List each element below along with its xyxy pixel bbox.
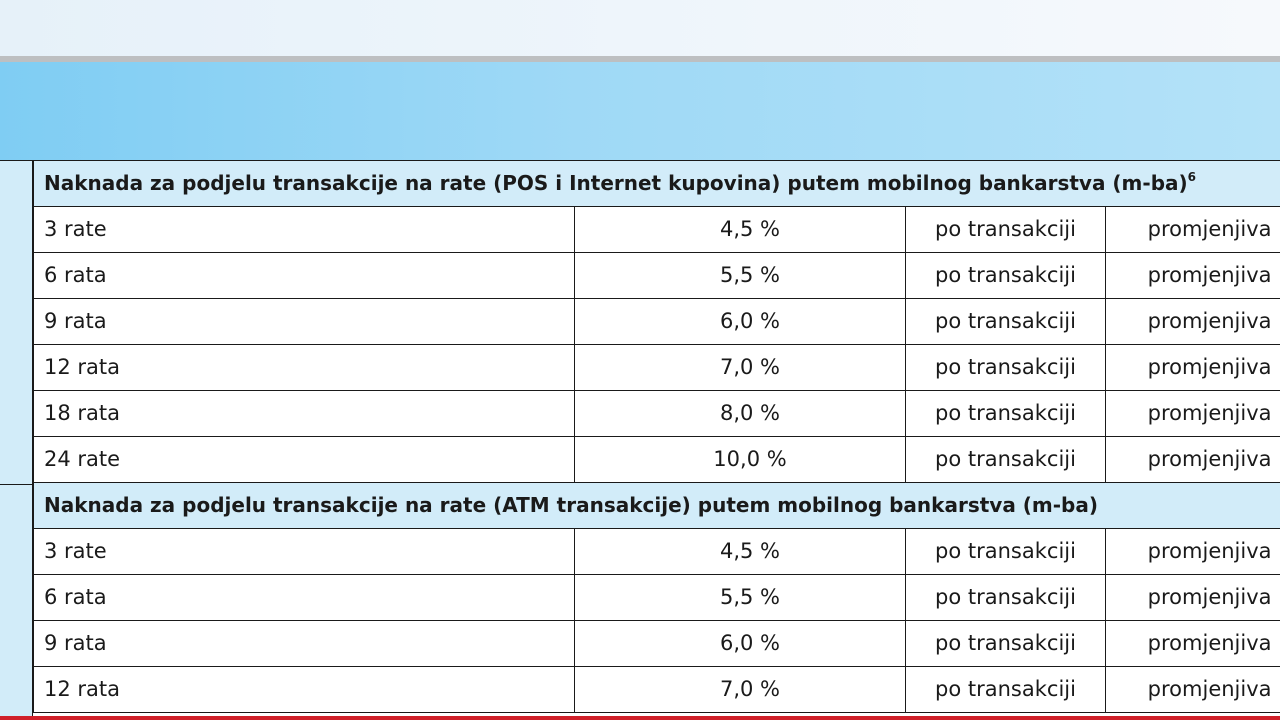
installment-label: 3 rate — [34, 207, 575, 253]
table-row — [34, 299, 1280, 345]
fee-rate: 7,0 % — [575, 345, 906, 391]
fee-unit: po transakciji — [906, 667, 1106, 713]
fee-type: promjenjiva — [1106, 575, 1280, 621]
section-title: Naknada za podjelu transakcije na rate (ATM transakcije) putem mobilnog bankarstva (m-ba) — [34, 483, 1280, 529]
fee-unit: po transakciji — [906, 345, 1106, 391]
footnote-marker: 6 — [1187, 170, 1197, 184]
table-row — [34, 667, 1280, 713]
fee-rate: 7,0 % — [575, 667, 906, 713]
table-row — [34, 345, 1280, 391]
top-bar — [0, 0, 1280, 56]
fee-type: promjenjiva — [1106, 253, 1280, 299]
fee-type: promjenjiva — [1106, 299, 1280, 345]
table-row — [34, 437, 1280, 483]
fee-type: promjenjiva — [1106, 621, 1280, 667]
table-row — [34, 253, 1280, 299]
fee-rate: 4,5 % — [575, 207, 906, 253]
section-marker-1 — [0, 160, 32, 485]
fee-rate: 5,5 % — [575, 575, 906, 621]
fee-rate: 6,0 % — [575, 621, 906, 667]
table-row — [34, 621, 1280, 667]
fee-unit: po transakciji — [906, 575, 1106, 621]
fee-type: promjenjiva — [1106, 345, 1280, 391]
fee-type: promjenjiva — [1106, 437, 1280, 483]
installment-label: 12 rata — [34, 345, 575, 391]
fee-unit: po transakciji — [906, 299, 1106, 345]
section-marker-2 — [0, 484, 32, 717]
installment-label: 3 rate — [34, 529, 575, 575]
installment-label: 18 rata — [34, 391, 575, 437]
fee-unit: po transakciji — [906, 621, 1106, 667]
table-row — [34, 575, 1280, 621]
section-title-text: Naknada za podjelu transakcije na rate (POS i Internet kupovina) putem mobilnog bankarstva (m-ba) — [44, 171, 1188, 195]
fee-unit: po transakciji — [906, 529, 1106, 575]
table-row — [34, 207, 1280, 253]
fee-rate: 10,0 % — [575, 437, 906, 483]
installment-label: 6 rata — [34, 575, 575, 621]
fee-type: promjenjiva — [1106, 529, 1280, 575]
fee-unit: po transakciji — [906, 437, 1106, 483]
fee-unit: po transakciji — [906, 253, 1106, 299]
installment-label: 9 rata — [34, 621, 575, 667]
bottom-accent-bar — [0, 716, 1280, 720]
installment-label: 9 rata — [34, 299, 575, 345]
fee-rate: 4,5 % — [575, 529, 906, 575]
fee-type: promjenjiva — [1106, 391, 1280, 437]
fee-table — [33, 160, 1280, 713]
fee-rate: 6,0 % — [575, 299, 906, 345]
fee-type: promjenjiva — [1106, 207, 1280, 253]
table-row — [34, 529, 1280, 575]
fee-type: promjenjiva — [1106, 667, 1280, 713]
installment-label: 12 rata — [34, 667, 575, 713]
fee-unit: po transakciji — [906, 207, 1106, 253]
section-header-row — [34, 483, 1280, 529]
fee-rate: 8,0 % — [575, 391, 906, 437]
fee-unit: po transakciji — [906, 391, 1106, 437]
fee-rate: 5,5 % — [575, 253, 906, 299]
installment-label: 6 rata — [34, 253, 575, 299]
table-row — [34, 391, 1280, 437]
header-banner — [0, 62, 1280, 160]
section-title — [34, 161, 1280, 207]
section-header-row — [34, 161, 1280, 207]
installment-label: 24 rate — [34, 437, 575, 483]
